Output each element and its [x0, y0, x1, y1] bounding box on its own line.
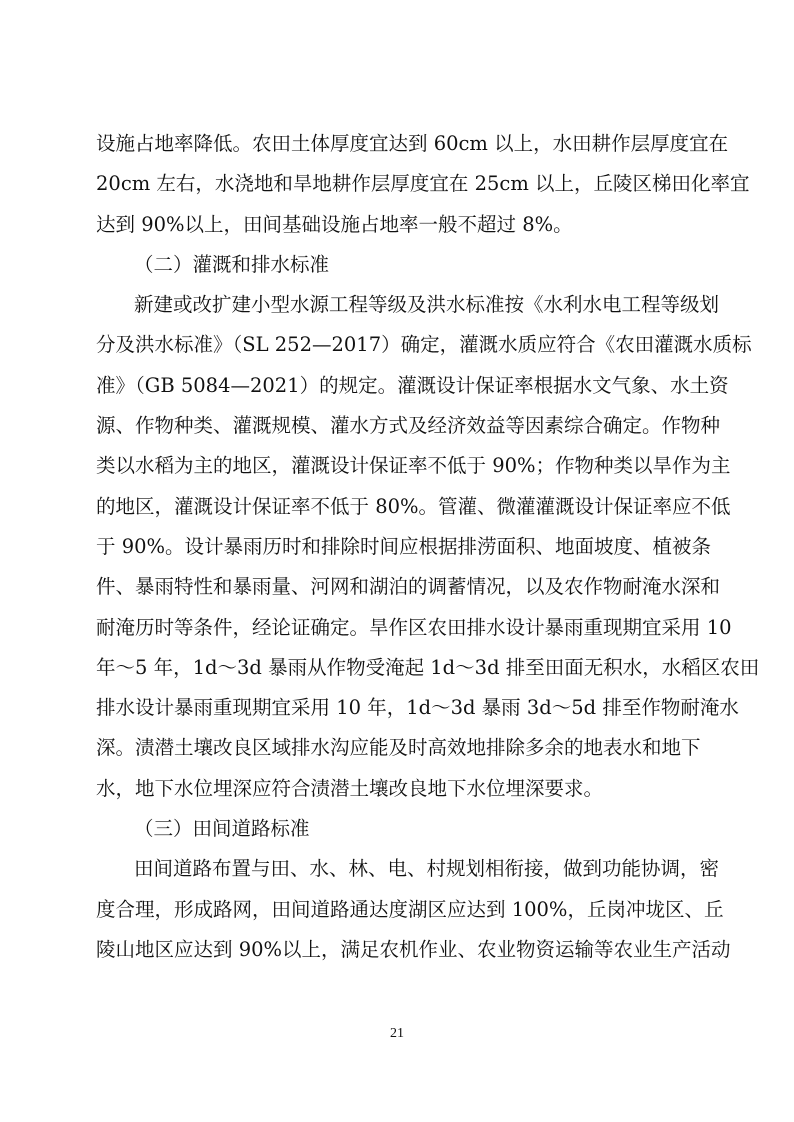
- section-heading-irrigation-drainage: （二）灌溉和排水标准: [134, 252, 330, 276]
- document-page: [96, 124, 760, 970]
- page-number: 21: [390, 1026, 404, 1041]
- paragraph-2-line-4: 源、作物种类、灌溉规模、灌水方式及经济效益等因素综合确定。作物种: [96, 414, 721, 438]
- paragraph-2-line-9: 耐淹历时等条件，经论证确定。旱作区农田排水设计暴雨重现期宜采用 10: [96, 615, 732, 639]
- section-heading-field-roads: （三）田间道路标准: [134, 817, 310, 841]
- paragraph-2-line-13: 水，地下水位埋深应符合渍潜土壤改良地下水位埋深要求。: [96, 776, 604, 800]
- paragraph-1-line-1: 设施占地率降低。农田土体厚度宜达到 60cm 以上，水田耕作层厚度宜在: [96, 132, 729, 155]
- paragraph-2-line-2: 分及洪水标准》（SL 252—2017）确定，灌溉水质应符合《农田灌溉水质标: [96, 333, 752, 357]
- paragraph-1-line-3: 达到 90%以上，田间基础设施占地率一般不超过 8%。: [96, 212, 573, 236]
- paragraph-2-line-12: 深。渍潜土壤改良区域排水沟应能及时高效地排除多余的地表水和地下: [96, 736, 701, 760]
- paragraph-2-line-8: 件、暴雨特性和暴雨量、河网和湖泊的调蓄情况，以及农作物耐淹水深和: [96, 575, 721, 599]
- paragraph-2-line-10: 年～5 年，1d～3d 暴雨从作物受淹起 1d～3d 排至田面无积水，水稻区农田: [96, 655, 760, 679]
- paragraph-2-line-7: 于 90%。设计暴雨历时和排除时间应根据排涝面积、地面坡度、植被条: [96, 534, 712, 558]
- paragraph-3-line-3: 陵山地区应达到 90%以上，满足农机作业、农业物资运输等农业生产活动: [96, 937, 731, 961]
- paragraph-2-line-5: 类以水稻为主的地区，灌溉设计保证率不低于 90%；作物种类以旱作为主: [96, 454, 731, 478]
- paragraph-2-line-1: 新建或改扩建小型水源工程等级及洪水标准按《水利水电工程等级划: [134, 293, 720, 317]
- paragraph-2-line-11: 排水设计暴雨重现期宜采用 10 年，1d～3d 暴雨 3d～5d 排至作物耐淹水: [96, 696, 739, 720]
- paragraph-3-line-1: 田间道路布置与田、水、林、电、村规划相衔接，做到功能协调，密: [134, 857, 720, 881]
- paragraph-3-line-2: 度合理，形成路网，田间道路通达度湖区应达到 100%，丘岗冲垅区、丘: [96, 897, 724, 921]
- paragraph-2-line-6: 的地区，灌溉设计保证率不低于 80%。管灌、微灌灌溉设计保证率应不低: [96, 494, 731, 518]
- paragraph-2-line-3: 准》（GB 5084—2021）的规定。灌溉设计保证率根据水文气象、水土资: [96, 373, 729, 397]
- paragraph-1-line-2: 20cm 左右，水浇地和旱地耕作层厚度宜在 25cm 以上，丘陵区梯田化率宜: [96, 172, 750, 196]
